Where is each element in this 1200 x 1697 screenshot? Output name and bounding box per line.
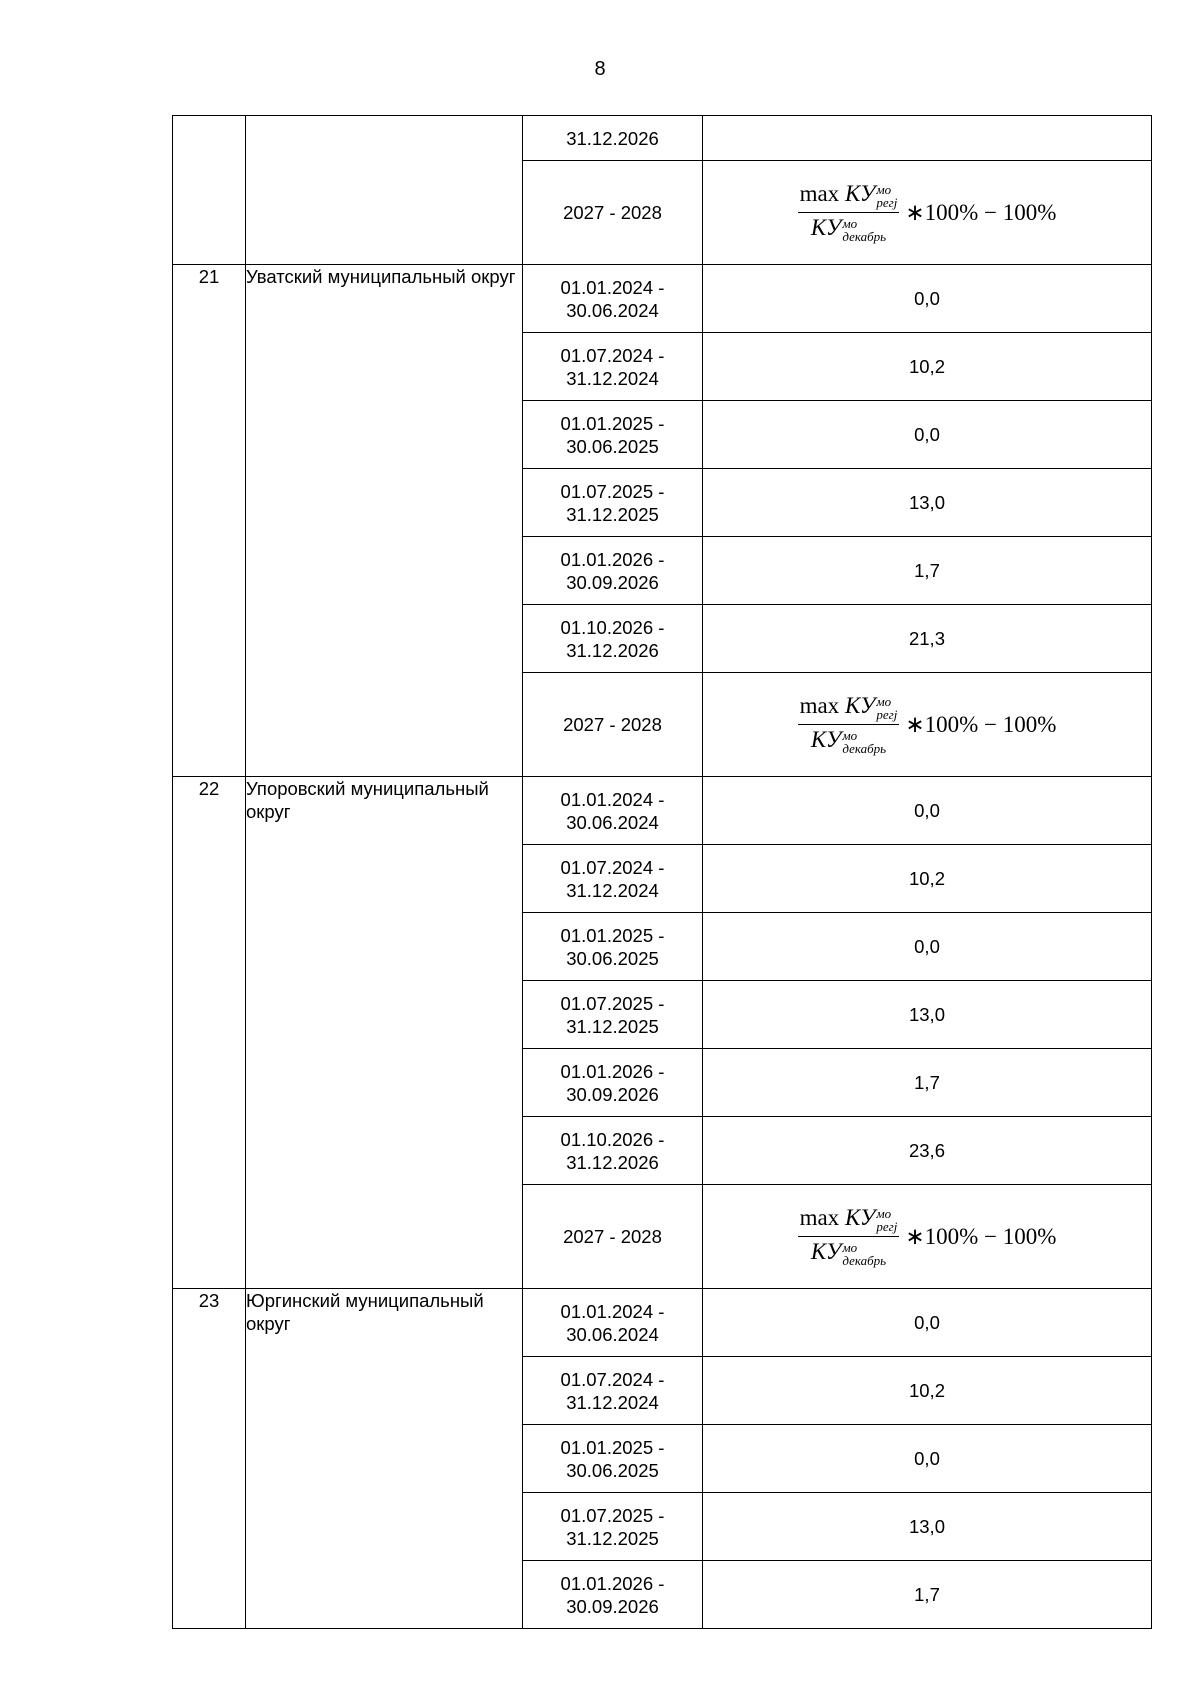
period-cell: 01.01.2025 - 30.06.2025 [523, 1425, 703, 1493]
growth-formula [798, 694, 1057, 754]
value-cell: 0,0 [703, 401, 1152, 469]
period-cell: 01.10.2026 - 31.12.2026 [523, 1117, 703, 1185]
period-cell: 2027 - 2028 [523, 161, 703, 265]
growth-formula [798, 182, 1057, 242]
district-name: Уватский муниципальный округ [246, 265, 523, 777]
period-cell: 2027 - 2028 [523, 1185, 703, 1289]
formula-numerator: max КУ мо регj [798, 694, 900, 725]
value-cell: 13,0 [703, 981, 1152, 1049]
period-cell: 31.12.2026 [523, 116, 703, 161]
formula-denominator: КУ мо декабрь [810, 727, 887, 756]
period-cell: 01.07.2025 - 31.12.2025 [523, 981, 703, 1049]
formula-tail: ∗100% − 100% [905, 1224, 1057, 1249]
district-name: Юргинский муниципальный округ [246, 1289, 523, 1629]
district-name: Упоровский муниципальный округ [246, 777, 523, 1289]
row-number: 23 [173, 1289, 246, 1629]
period-cell: 01.01.2024 - 30.06.2024 [523, 265, 703, 333]
coefficients-table [172, 115, 1152, 1629]
growth-formula [798, 1206, 1057, 1266]
period-cell: 01.01.2026 - 30.09.2026 [523, 537, 703, 605]
row-number: 22 [173, 777, 246, 1289]
value-cell: 0,0 [703, 777, 1152, 845]
period-cell: 01.07.2024 - 31.12.2024 [523, 1357, 703, 1425]
formula-cell [703, 673, 1152, 777]
formula-tail: ∗100% − 100% [905, 200, 1057, 225]
value-cell: 1,7 [703, 1049, 1152, 1117]
formula-fraction [798, 182, 900, 242]
value-cell: 10,2 [703, 845, 1152, 913]
table-row [173, 777, 1152, 845]
period-cell: 2027 - 2028 [523, 673, 703, 777]
value-cell: 23,6 [703, 1117, 1152, 1185]
table-row [173, 1289, 1152, 1357]
formula-denominator: КУ мо декабрь [810, 1239, 887, 1268]
period-cell: 01.01.2026 - 30.09.2026 [523, 1049, 703, 1117]
formula-denominator: КУ мо декабрь [810, 215, 887, 244]
period-cell: 01.07.2025 - 31.12.2025 [523, 469, 703, 537]
period-cell: 01.01.2025 - 30.06.2025 [523, 913, 703, 981]
period-cell: 01.01.2025 - 30.06.2025 [523, 401, 703, 469]
formula-tail: ∗100% − 100% [905, 712, 1057, 737]
value-cell: 1,7 [703, 537, 1152, 605]
formula-fraction [798, 1206, 900, 1266]
value-cell: 0,0 [703, 1289, 1152, 1357]
page-number: 8 [594, 58, 606, 80]
value-cell: 10,2 [703, 1357, 1152, 1425]
table-row [173, 116, 1152, 161]
row-number [173, 116, 246, 265]
table-row [173, 265, 1152, 333]
value-cell: 0,0 [703, 265, 1152, 333]
value-cell: 0,0 [703, 1425, 1152, 1493]
period-cell: 01.10.2026 - 31.12.2026 [523, 605, 703, 673]
formula-cell [703, 161, 1152, 265]
district-name [246, 116, 523, 265]
value-cell: 13,0 [703, 469, 1152, 537]
period-cell: 01.01.2024 - 30.06.2024 [523, 777, 703, 845]
formula-numerator: max КУ мо регj [798, 1206, 900, 1237]
value-cell: 10,2 [703, 333, 1152, 401]
period-cell: 01.07.2024 - 31.12.2024 [523, 845, 703, 913]
period-cell: 01.07.2024 - 31.12.2024 [523, 333, 703, 401]
period-cell: 01.01.2026 - 30.09.2026 [523, 1561, 703, 1629]
period-cell: 01.07.2025 - 31.12.2025 [523, 1493, 703, 1561]
formula-fraction [798, 694, 900, 754]
value-cell: 13,0 [703, 1493, 1152, 1561]
value-cell: 0,0 [703, 913, 1152, 981]
period-cell: 01.01.2024 - 30.06.2024 [523, 1289, 703, 1357]
row-number: 21 [173, 265, 246, 777]
formula-numerator: max КУ мо регj [798, 182, 900, 213]
formula-cell [703, 1185, 1152, 1289]
value-cell [703, 116, 1152, 161]
value-cell: 1,7 [703, 1561, 1152, 1629]
value-cell: 21,3 [703, 605, 1152, 673]
table-body [173, 116, 1152, 1629]
